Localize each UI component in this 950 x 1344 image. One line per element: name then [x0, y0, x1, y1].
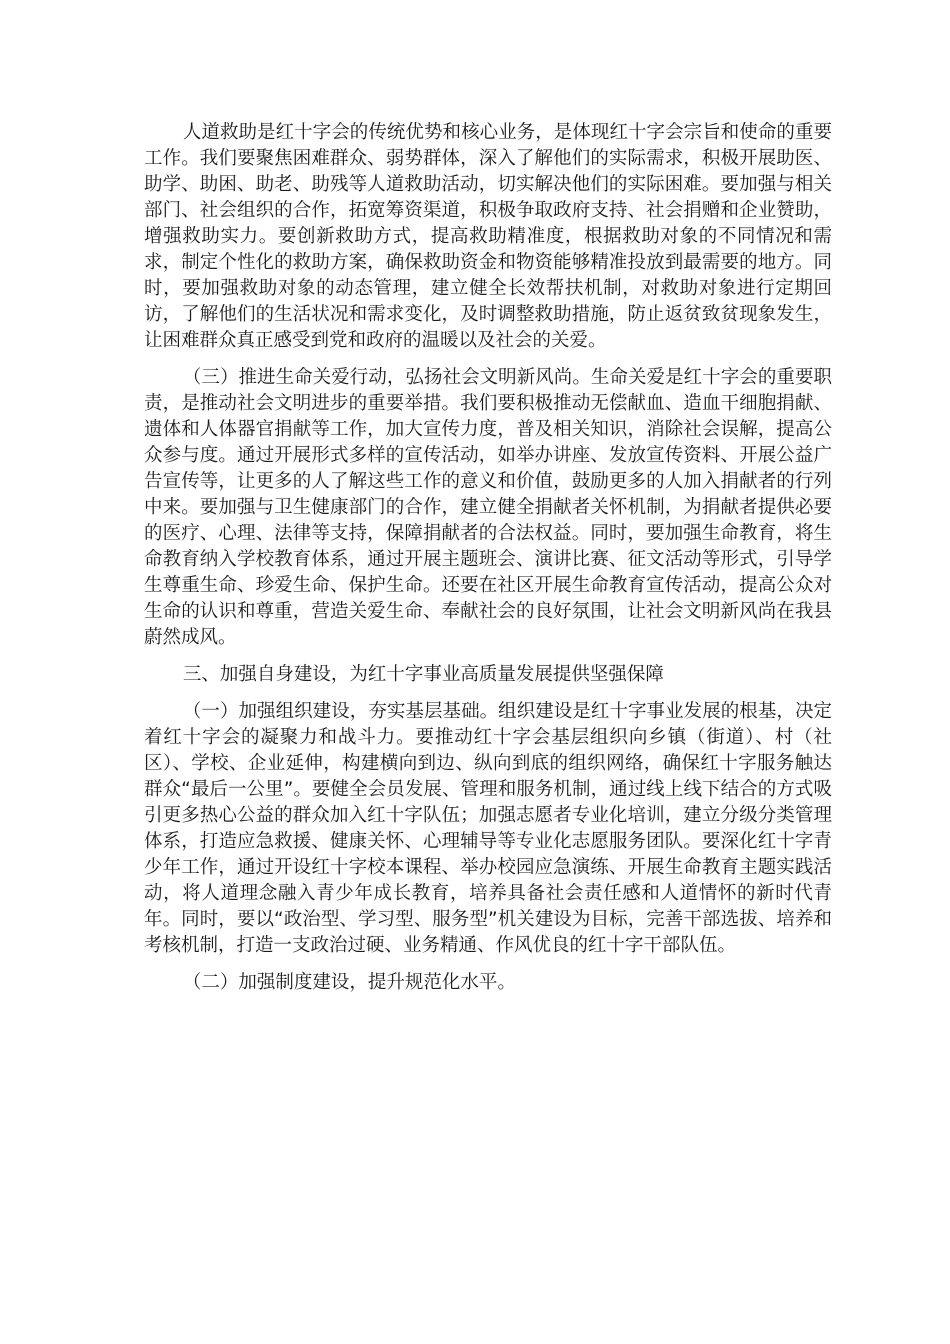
paragraph-life-care: （三）推进生命关爱行动，弘扬社会文明新风尚。生命关爱是红十字会的重要职责，是推动社会文明进步的重要举措。我们要积极推动无偿献血、造血干细胞捐献、遗体和人体器官捐献等工作，加大宣传力度，普及相关知识，消除社会误解，提高公众参与度。通过开展形式多样的宣传活动，如举办讲座、发放宣传资料、开展公益广告宣传等，让更多的人了解这些工作的意义和价值，鼓励更多的人加入捐献者的行列中来。要加强与卫生健康部门的合作，建立健全捐献者关怀机制，为捐献者提供必要的医疗、心理、法律等支持，保障捐献者的合法权益。同时，要加强生命教育，将生命教育纳入学校教育体系，通过开展主题班会、演讲比赛、征文活动等形式，引导学生尊重生命、珍爱生命、保护生命。还要在社区开展生命教育宣传活动，提高公众对生命的认识和尊重，营造关爱生命、奉献社会的良好氛围，让社会文明新风尚在我县蔚然成风。 — [144, 367, 832, 648]
paragraph-humanitarian-relief: 人道救助是红十字会的传统优势和核心业务，是体现红十字会宗旨和使命的重要工作。我们要聚焦困难群众、弱势群体，深入了解他们的实际需求，积极开展助医、助学、助困、助老、助残等人道救助活动，切实解决他们的实际困难。要加强与相关部门、社会组织的合作，拓宽筹资渠道，积极争取政府支持、社会捐赠和企业赞助，增强救助实力。要创新救助方式，提高救助精准度，根据救助对象的不同情况和需求，制定个性化的救助方案，确保救助资金和物资能够精准投放到最需要的地方。同时，要加强救助对象的动态管理，建立健全长效帮扶机制，对救助对象进行定期回访，了解他们的生活状况和需求变化，及时调整救助措施，防止返贫致贫现象发生，让困难群众真正感受到党和政府的温暖以及社会的关爱。 — [144, 122, 832, 351]
document-body — [144, 120, 832, 1007]
section-heading-self-building: 三、加强自身建设，为红十字事业高质量发展提供坚强保障 — [182, 664, 664, 685]
paragraph-organization-building: （一）加强组织建设，夯实基层基础。组织建设是红十字事业发展的根基，决定着红十字会的凝聚力和战斗力。要推动红十字会基层组织向乡镇（街道）、村（社区）、学校、企业延伸，构建横向到边、纵向到底的组织网络，确保红十字服务触达群众“最后一公里”。要健全会员发展、管理和服务机制，通过线上线下结合的方式吸引更多热心公益的群众加入红十字队伍；加强志愿者专业化培训，建立分级分类管理体系，打造应急救援、健康关怀、心理辅导等专业化志愿服务团队。要深化红十字青少年工作，通过开设红十字校本课程、举办校园应急演练、开展生命教育主题实践活动，将人道理念融入青少年成长教育，培养具备社会责任感和人道情怀的新时代青年。同时，要以“政治型、学习型、服务型”机关建设为目标，完善干部选拔、培养和考核机制，打造一支政治过硬、业务精通、作风优良的红十字干部队伍。 — [144, 701, 832, 956]
paragraph-system-building: （二）加强制度建设，提升规范化水平。 — [182, 972, 516, 993]
